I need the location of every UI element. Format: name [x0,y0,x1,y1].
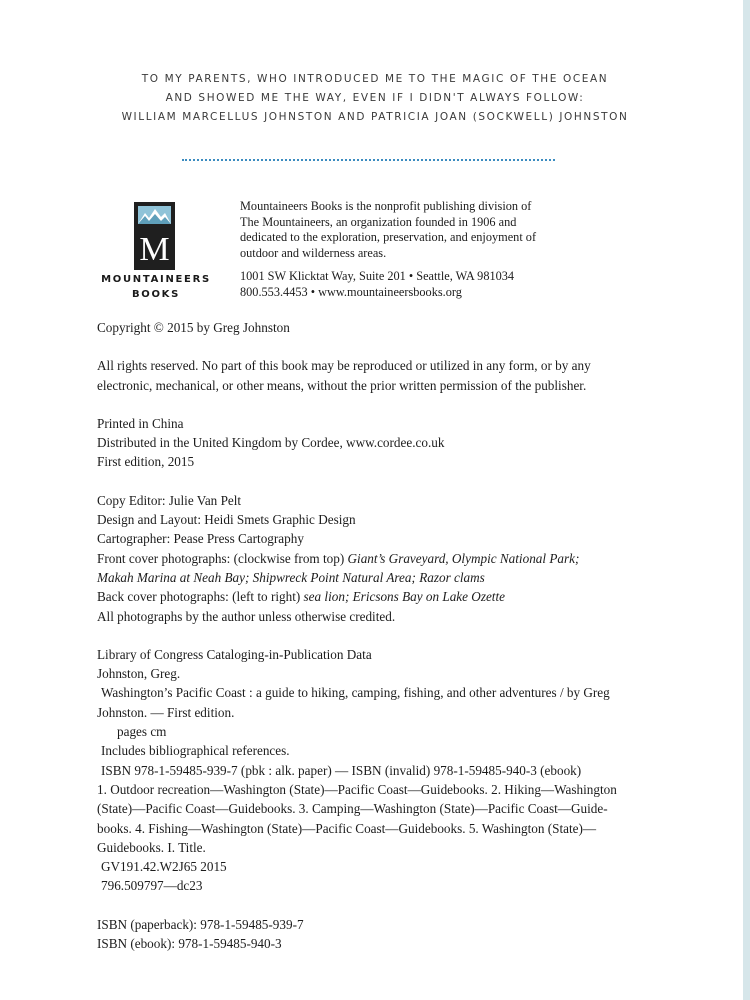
cip-subjects: (State)—Pacific Coast—Guidebooks. 3. Camping—Washington (State)—Pacific Coast—Guide- [97,801,608,817]
dedication-line: AND SHOWED ME THE WAY, EVEN IF I DIDN'T ALWAYS FOLLOW: [165,92,585,104]
front-cover-label: Front cover photographs: (clockwise from top) [97,550,348,566]
logo-letter: M [139,231,170,268]
rights-line: All rights reserved. No part of this book may be reproduced or utilized in any form, or by any [97,358,591,374]
cip-heading: Library of Congress Cataloging-in-Publication Data [97,646,372,662]
back-cover-credit [97,587,657,606]
cip-author: Johnston, Greg. [97,666,181,682]
cip-dewey: 796.509797—dc23 [101,878,203,894]
edition: First edition, 2015 [97,454,195,470]
publisher-info [240,199,580,300]
cip-subjects: Guidebooks. I. Title. [97,839,206,855]
copyright-page-body [97,318,657,972]
rights-section [97,356,657,395]
logo-wordmark-sub: BOOKS [131,289,181,300]
cip-title-cont: Johnston. — First edition. [97,704,235,720]
back-cover-photos: sea lion; Ericsons Bay on Lake Ozette [303,589,505,605]
publisher-description-line: Mountaineers Books is the nonprofit publishing division of [240,199,532,213]
mountaineers-books-logo [96,202,216,302]
cip-subjects: books. 4. Fishing—Washington (State)—Pacific Coast—Guidebooks. 5. Washington (State)— [97,820,597,836]
front-cover-credit [97,549,657,568]
printed-in: Printed in China [97,415,184,431]
page-edge-strip [743,0,750,1000]
front-cover-photos: Giant’s Graveyard, Olympic National Park; [347,550,580,566]
dedication-line: TO MY PARENTS, WHO INTRODUCED ME TO THE MAGIC OF THE OCEAN [141,73,609,85]
isbn-paperback: ISBN (paperback): 978-1-59485-939-7 [97,916,304,932]
publisher-description-line: outdoor and wilderness areas. [240,245,387,260]
publisher-description-line: The Mountaineers, an organization founded in 1906 and [240,214,517,229]
front-cover-credit-cont [97,568,657,587]
dedication [0,70,750,127]
cartographer-credit: Cartographer: Pease Press Cartography [97,531,304,547]
cip-lc-class: GV191.42.W2J65 2015 [101,859,227,875]
cip-pages: pages cm [117,724,167,740]
mountain-logo-icon [134,202,175,270]
copyright-line: Copyright © 2015 by Greg Johnston [97,320,290,335]
rights-line: electronic, mechanical, or other means, without the prior written permission of the publisher. [97,377,587,393]
copyright-section [97,318,657,337]
cip-isbn: ISBN 978-1-59485-939-7 (pbk : alk. paper) — ISBN (invalid) 978-1-59485-940-3 (ebook) [101,762,582,778]
publisher-description-line: dedicated to the exploration, preservation, and enjoyment of [240,230,537,244]
cip-data [97,645,657,896]
dedication-line: WILLIAM MARCELLUS JOHNSTON AND PATRICIA JOAN (SOCKWELL) JOHNSTON [121,111,629,123]
isbn-ebook: ISBN (ebook): 978-1-59485-940-3 [97,936,282,952]
design-credit: Design and Layout: Heidi Smets Graphic Design [97,512,356,528]
cip-bibliography: Includes bibliographical references. [101,743,290,759]
distribution: Distributed in the United Kingdom by Cordee, www.cordee.co.uk [97,435,445,451]
credits-section [97,491,657,626]
front-cover-photos-cont: Makah Marina at Neah Bay; Shipwreck Point Natural Area; Razor clams [97,569,485,585]
cip-title: Washington’s Pacific Coast : a guide to hiking, camping, fishing, and other adventures / by Greg [101,685,610,701]
publisher-address: 1001 SW Klicktat Way, Suite 201 • Seattle, WA 981034 [240,269,515,283]
dotted-divider [182,159,555,161]
isbn-section [97,915,657,954]
publisher-contact: 800.553.4453 • www.mountaineersbooks.org [240,284,462,299]
photo-credit: All photographs by the author unless otherwise credited. [97,608,396,624]
back-cover-label: Back cover photographs: (left to right) [97,589,304,605]
copy-editor: Copy Editor: Julie Van Pelt [97,492,242,508]
logo-wordmark: MOUNTAINEERS [101,274,211,285]
cip-subjects: 1. Outdoor recreation—Washington (State)—Pacific Coast—Guidebooks. 2. Hiking—Washington [97,781,617,797]
printing-section [97,414,657,472]
